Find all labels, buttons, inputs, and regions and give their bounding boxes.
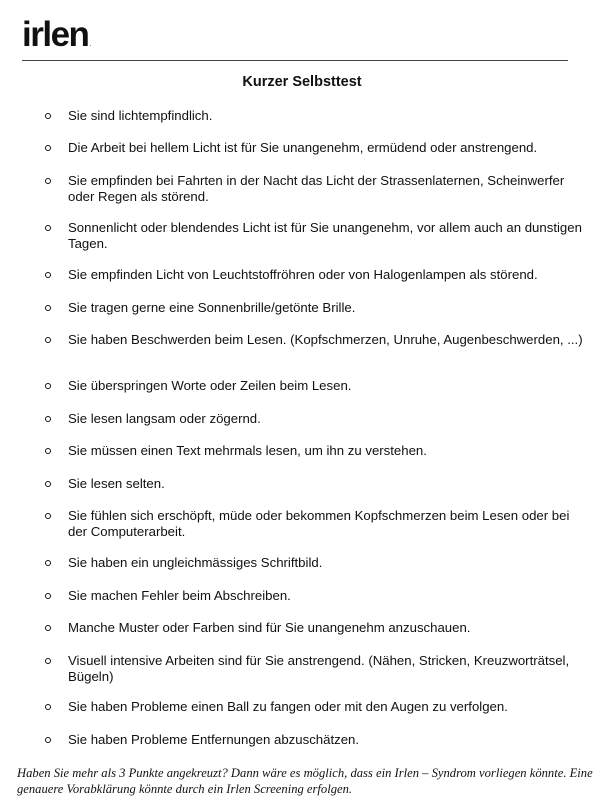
bullet-icon bbox=[45, 560, 51, 566]
list-item-text: Sie haben Beschwerden beim Lesen. (Kopfschmerzen, Unruhe, Augenbeschwerden, ...) bbox=[68, 332, 583, 347]
bullet-icon bbox=[45, 383, 51, 389]
page-title: Kurzer Selbsttest bbox=[242, 74, 362, 90]
list-item-text: Sie tragen gerne eine Sonnenbrille/getönte Brille. bbox=[68, 300, 356, 315]
list-item-text: Sie lesen selten. bbox=[68, 476, 165, 491]
list-item-text: Sie lesen langsam oder zögernd. bbox=[68, 411, 261, 426]
bullet-icon bbox=[45, 145, 51, 151]
bullet-icon bbox=[45, 337, 51, 343]
bullet-icon bbox=[45, 416, 51, 422]
list-item-text: Sie überspringen Worte oder Zeilen beim Lesen. bbox=[68, 378, 352, 393]
bullet-icon bbox=[45, 658, 51, 664]
bullet-icon bbox=[45, 593, 51, 599]
list-item-text: Sie haben Probleme einen Ball zu fangen oder mit den Augen zu verfolgen. bbox=[68, 699, 508, 714]
bullet-icon bbox=[45, 305, 51, 311]
bullet-icon bbox=[45, 225, 51, 231]
list-item-text: Sie müssen einen Text mehrmals lesen, um ihn zu verstehen. bbox=[68, 443, 427, 458]
bullet-icon bbox=[45, 513, 51, 519]
header-divider bbox=[22, 60, 568, 61]
bullet-icon bbox=[45, 272, 51, 278]
list-item-text: Sie haben Probleme Entfernungen abzuschätzen. bbox=[68, 732, 360, 747]
list-item-text: Sonnenlicht oder blendendes Licht ist für Sie unangenehm, vor allem auch an dunstigen Tagen. bbox=[68, 220, 582, 251]
bullet-icon bbox=[45, 737, 51, 743]
list-item-text: Sie sind lichtempfindlich. bbox=[68, 108, 213, 123]
list-item-text: Die Arbeit bei hellem Licht ist für Sie unangenehm, ermüdend oder anstrengend. bbox=[68, 140, 538, 155]
list-item-text: Visuell intensive Arbeiten sind für Sie anstrengend. (Nähen, Stricken, Kreuzworträtsel, Bügeln) bbox=[68, 653, 570, 684]
list-item-text: Sie empfinden bei Fahrten in der Nacht das Licht der Strassenlaternen, Scheinwerfer oder Regen als störend. bbox=[68, 173, 565, 204]
list-item-text: Sie fühlen sich erschöpft, müde oder bekommen Kopfschmerzen beim Lesen oder bei der Computerarbeit. bbox=[68, 508, 570, 539]
logo-mark: . bbox=[89, 41, 92, 48]
list-item-text: Manche Muster oder Farben sind für Sie unangenehm anzuschauen. bbox=[68, 620, 471, 635]
bullet-icon bbox=[45, 113, 51, 119]
bullet-icon bbox=[45, 704, 51, 710]
bullet-icon bbox=[45, 448, 51, 454]
footer-note: Haben Sie mehr als 3 Punkte angekreuzt? Dann wäre es möglich, dass ein Irlen – Syndrom vorliegen könnte. Eine genauere Vorabklärung könnte durch ein Irlen Screening erfolgen. bbox=[17, 766, 593, 796]
bullet-icon bbox=[45, 481, 51, 487]
logo-wordmark: irlen bbox=[22, 15, 89, 54]
bullet-icon bbox=[45, 178, 51, 184]
bullet-icon bbox=[45, 625, 51, 631]
list-item-text: Sie haben ein ungleichmässiges Schriftbild. bbox=[68, 555, 323, 570]
irlen-logo bbox=[22, 12, 91, 52]
list-item-text: Sie empfinden Licht von Leuchtstoffröhren oder von Halogenlampen als störend. bbox=[68, 267, 538, 282]
list-item-text: Sie machen Fehler beim Abschreiben. bbox=[68, 588, 291, 603]
